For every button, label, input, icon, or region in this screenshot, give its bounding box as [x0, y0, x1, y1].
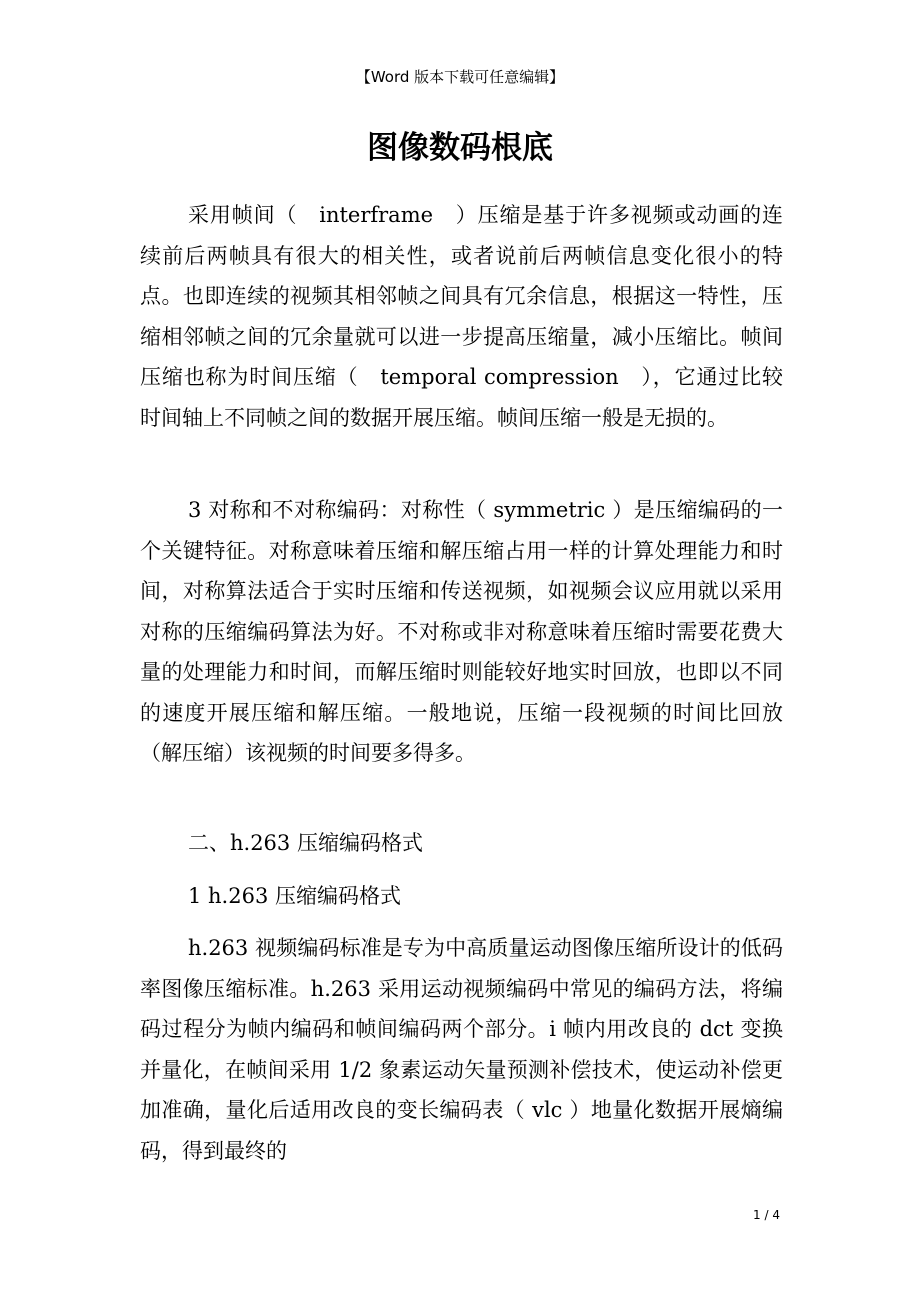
paragraph-h263: h.263 视频编码标准是专为中高质量运动图像压缩所设计的低码率图像压缩标准。h.263 采用运动视频编码中常见的编码方法，将编码过程分为帧内编码和帧间编码两个部分。i 帧内用改良的 dct 变换并量化，在帧间采用 1/2 象素运动矢量预测补偿技术，使运动补偿更加准确，量化后适用改良的变长编码表（ vlc ）地量化数据开展熵编码，得到最终的	[140, 936, 783, 1163]
paragraph-interframe: 采用帧间（ interframe ）压缩是基于许多视频或动画的连续前后两帧具有很大的相关性，或者说前后两帧信息变化很小的特点。也即连续的视频其相邻帧之间具有冗余信息，根据这一特性，压缩相邻帧之间的冗余量就可以进一步提高压缩量，减小压缩比。帧间压缩也称为时间压缩（ temporal compression ），它通过比较时间轴上不同帧之间的数据开展压缩。帧间压缩一般是无损的。	[140, 203, 783, 430]
document-title: 图像数码根底	[367, 130, 553, 166]
page-number: 1 / 4	[753, 1208, 780, 1222]
section-heading-h263: 二、h.263 压缩编码格式	[188, 831, 423, 855]
subsection-heading-h263: 1 h.263 压缩编码格式	[188, 884, 401, 908]
page-header: 【Word 版本下载可任意编辑】	[355, 68, 565, 86]
paragraph-symmetric: 3 对称和不对称编码：对称性（ symmetric ）是压缩编码的一个关键特征。对称意味着压缩和解压缩占用一样的计算处理能力和时间，对称算法适合于实时压缩和传送视频，如视频会议应用就以采用对称的压缩编码算法为好。不对称或非对称意味着压缩时需要花费大量的处理能力和时间，而解压缩时则能较好地实时回放，也即以不同的速度开展压缩和解压缩。一般地说，压缩一段视频的时间比回放（解压缩）该视频的时间要多得多。	[140, 498, 783, 765]
